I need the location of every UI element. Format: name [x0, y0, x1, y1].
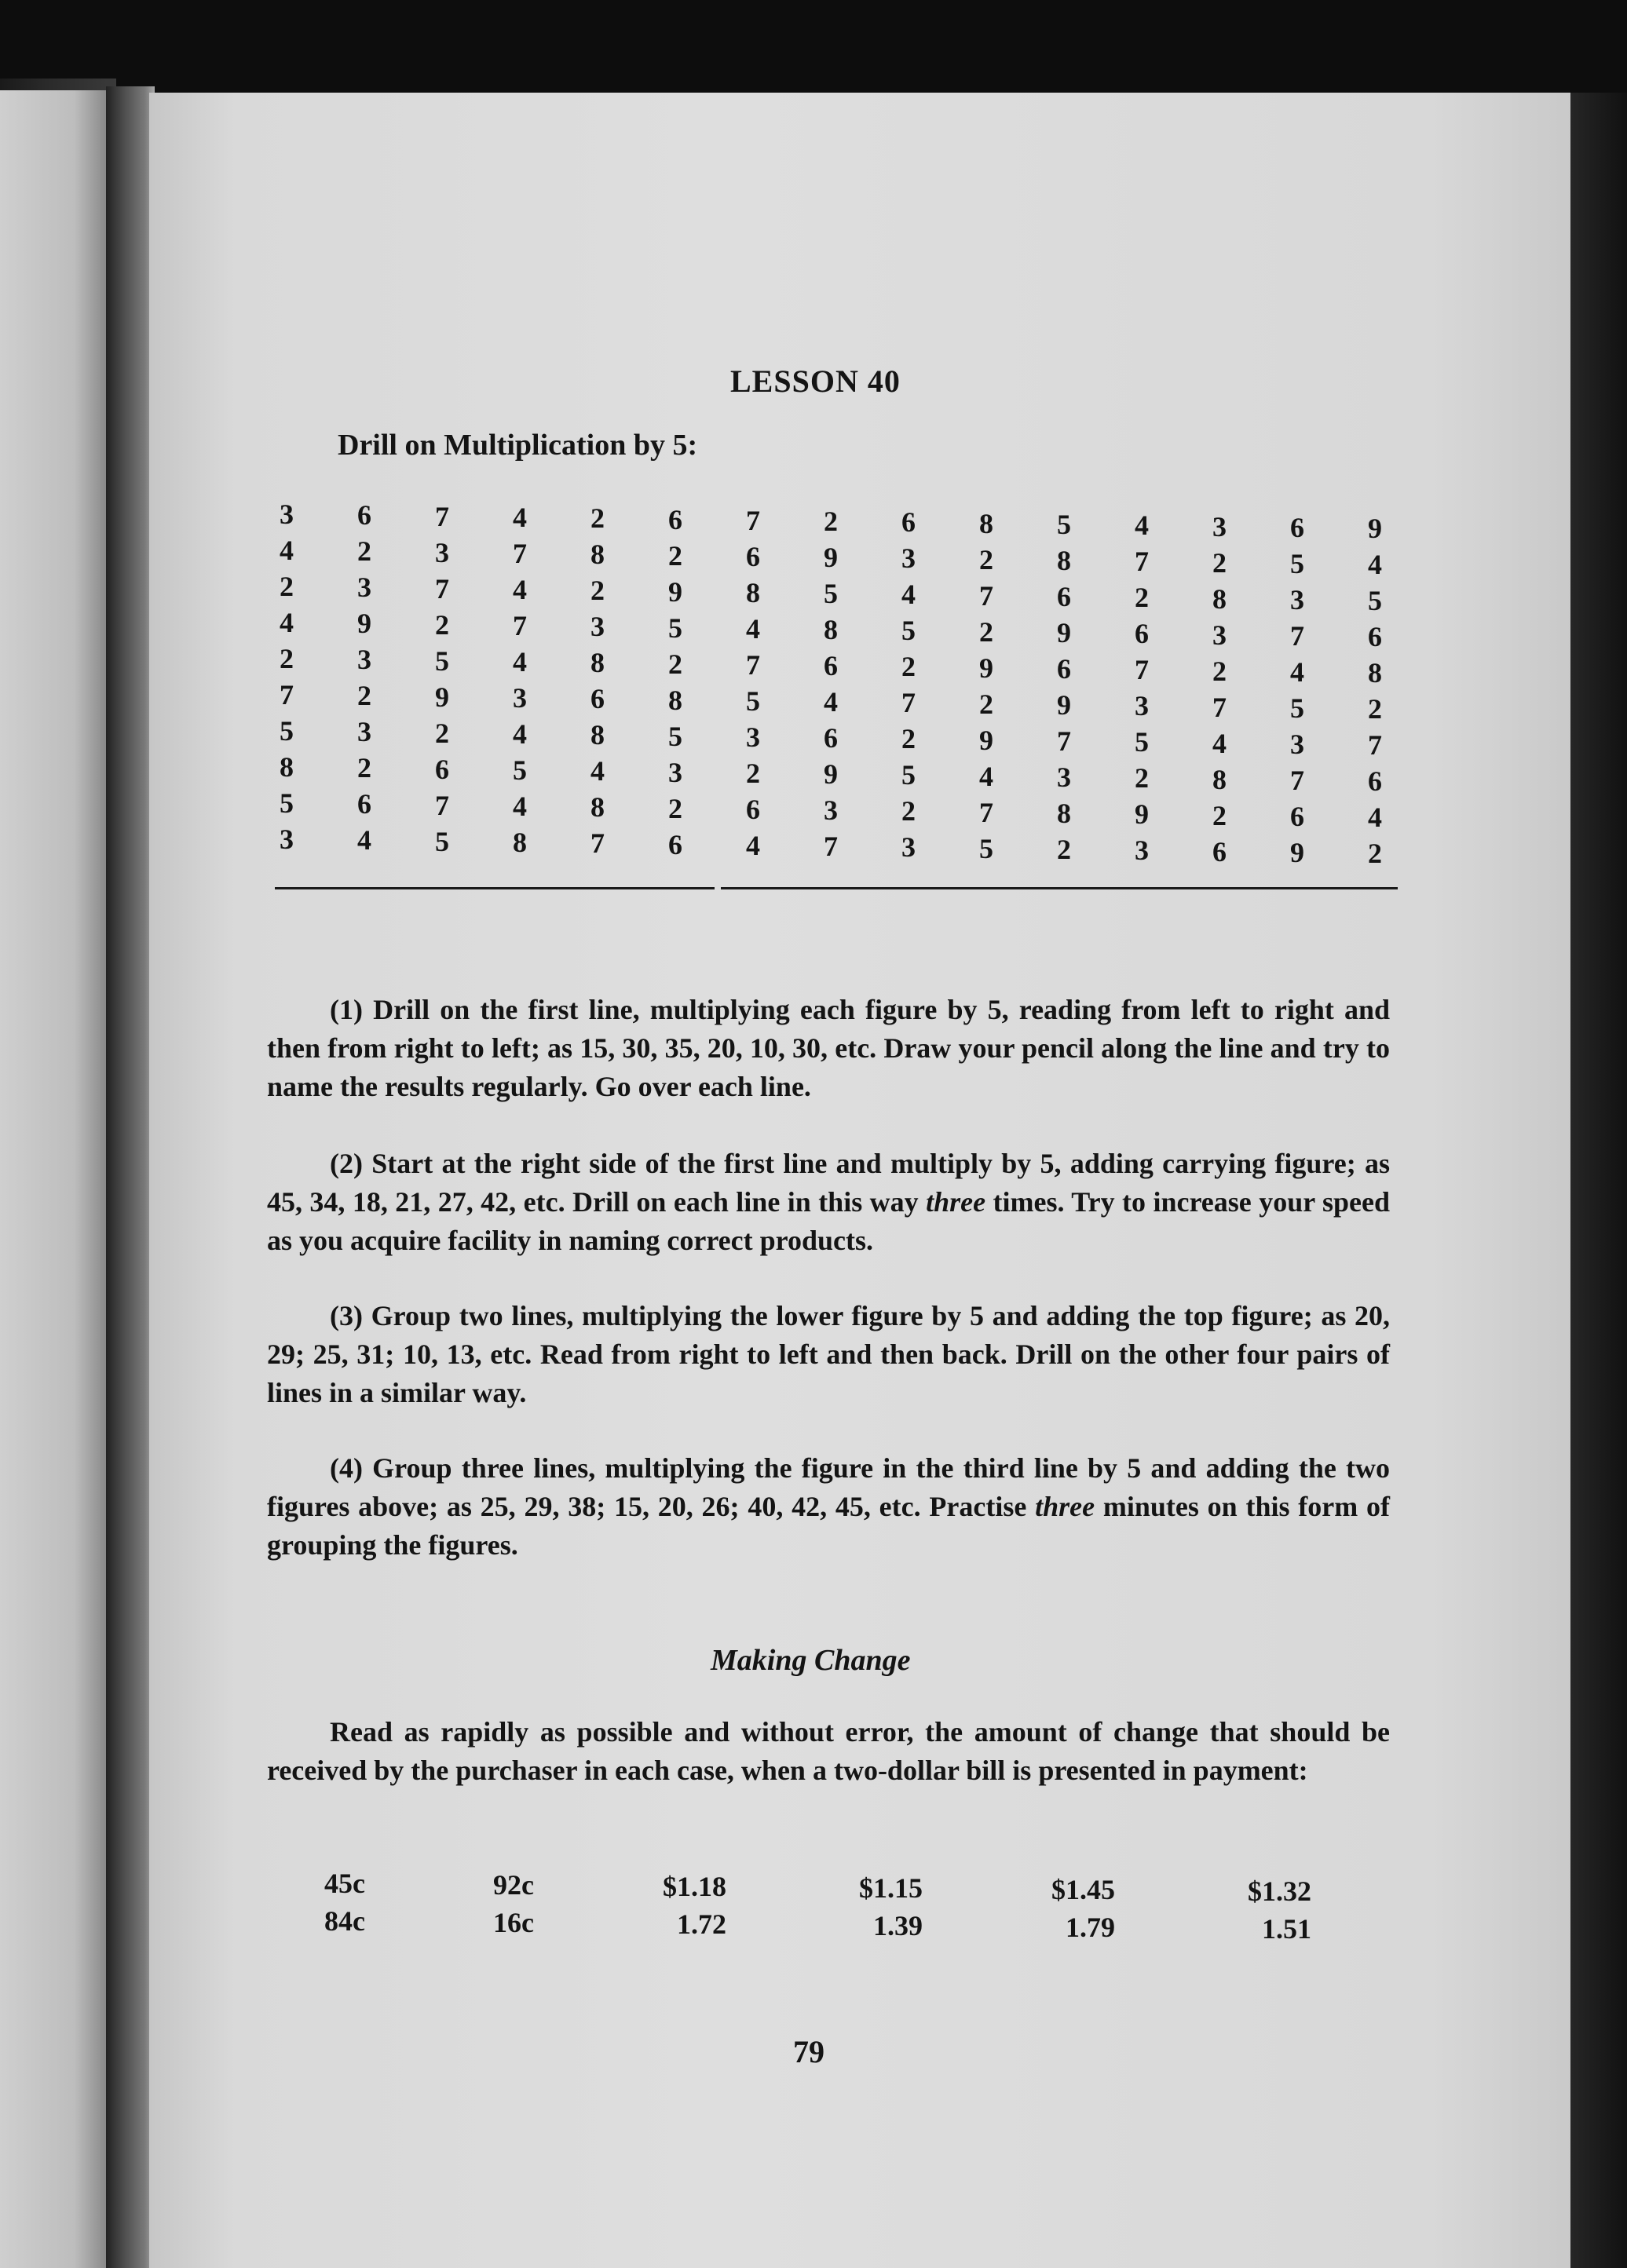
digit: 2 — [1212, 655, 1227, 687]
digit: 6 — [1290, 800, 1304, 832]
digit: 5 — [280, 787, 294, 819]
digit-column — [1044, 506, 1084, 867]
price-amount: $1.45 — [1051, 1874, 1115, 1905]
digit: 2 — [590, 502, 605, 535]
digit: 3 — [590, 611, 605, 643]
digit: 5 — [1290, 692, 1304, 724]
digit: 6 — [357, 499, 371, 531]
digit: 3 — [513, 681, 527, 714]
digit: 8 — [979, 507, 993, 539]
amount-column — [813, 1869, 923, 1945]
digit: 6 — [1057, 581, 1071, 612]
digit: 3 — [901, 831, 916, 864]
digit: 3 — [668, 756, 682, 788]
digit: 8 — [1368, 657, 1382, 689]
digit: 9 — [1368, 513, 1382, 545]
digit: 4 — [513, 645, 527, 677]
digit: 4 — [901, 579, 916, 611]
digit: 4 — [746, 612, 760, 645]
digit: 7 — [979, 796, 993, 828]
digit: 4 — [1212, 727, 1227, 759]
digit: 6 — [824, 650, 838, 682]
digit: 7 — [746, 648, 760, 681]
price-amount: $1.32 — [1248, 1875, 1311, 1907]
digit: 5 — [280, 715, 294, 747]
digit: 8 — [590, 719, 605, 751]
digit: 4 — [1368, 802, 1382, 834]
digit: 5 — [435, 645, 449, 677]
digit: 7 — [979, 579, 993, 612]
drill-heading: Drill on Multiplication by 5: — [338, 429, 698, 462]
digit: 2 — [668, 539, 682, 572]
digit: 4 — [513, 790, 527, 822]
digit: 7 — [1135, 654, 1149, 686]
digit: 7 — [590, 827, 605, 860]
digit: 4 — [513, 501, 527, 533]
instruction-text: Group three lines, multiplying the figure in the third line by 5 and adding the two figures above; as 25, 29, 38; 15, 20, 26; 40, 42, 45, etc. Practise — [267, 1452, 1391, 1522]
digit: 5 — [435, 825, 449, 857]
digit: 2 — [1212, 546, 1227, 579]
digit: 2 — [979, 688, 993, 720]
digit: 5 — [1290, 547, 1304, 579]
digit: 2 — [357, 680, 371, 712]
digit: 4 — [1135, 509, 1149, 542]
digit-column — [733, 502, 773, 864]
digit: 2 — [901, 795, 916, 827]
digit: 7 — [901, 687, 916, 719]
digit: 2 — [746, 757, 760, 789]
price-amount: $1.15 — [859, 1872, 923, 1904]
price-amount: 84c — [324, 1905, 365, 1937]
amount-column — [424, 1866, 534, 1941]
digit: 2 — [1057, 834, 1071, 865]
grid-underline-right — [721, 887, 1398, 889]
digit: 8 — [1057, 798, 1071, 829]
digit: 7 — [513, 537, 527, 569]
digit: 5 — [668, 720, 682, 752]
digit: 5 — [668, 612, 682, 644]
digit: 3 — [1290, 583, 1304, 615]
digit: 4 — [979, 760, 993, 792]
digit: 9 — [1290, 836, 1304, 868]
digit: 9 — [435, 681, 449, 713]
digit-column — [1122, 507, 1161, 868]
digit: 2 — [979, 615, 993, 648]
digit: 8 — [668, 684, 682, 716]
price-amount: $1.18 — [663, 1871, 726, 1902]
digit: 6 — [435, 753, 449, 785]
instruction-text: minutes on this form of grouping the figures. — [267, 1491, 1390, 1561]
digit: 2 — [901, 651, 916, 683]
digit: 5 — [1057, 509, 1071, 540]
digit: 2 — [280, 643, 294, 674]
digit: 6 — [590, 683, 605, 715]
digit: 2 — [1135, 762, 1149, 794]
digit: 2 — [901, 723, 916, 755]
lesson-title: LESSON 40 — [730, 363, 901, 399]
digit: 6 — [746, 793, 760, 825]
digit: 3 — [1135, 835, 1149, 867]
digit-column — [345, 497, 384, 858]
digit: 3 — [280, 824, 294, 855]
digit: 2 — [1368, 693, 1382, 725]
digit: 3 — [357, 716, 371, 748]
digit: 3 — [901, 542, 916, 575]
digit: 3 — [1057, 761, 1071, 793]
digit: 2 — [1212, 799, 1227, 831]
digit: 7 — [435, 572, 449, 604]
digit-column — [422, 499, 462, 860]
instruction-2 — [267, 1145, 1390, 1260]
making-change-instructions: Read as rapidly as possible and without error, the amount of change that should be received by the purchaser in each case, when a two-dollar bill is presented in payment: — [267, 1716, 1390, 1786]
digit: 5 — [746, 685, 760, 717]
digit: 3 — [746, 721, 760, 753]
digit: 5 — [1135, 726, 1149, 758]
digit: 8 — [1212, 583, 1227, 615]
digit: 5 — [901, 615, 916, 647]
digit-column — [1200, 509, 1239, 870]
digit: 2 — [357, 752, 371, 784]
digit: 7 — [1135, 546, 1149, 578]
digit: 3 — [280, 499, 294, 530]
digit-column — [889, 504, 928, 865]
digit: 7 — [280, 679, 294, 710]
price-amount: 1.79 — [1066, 1912, 1115, 1943]
change-amounts — [298, 1864, 1358, 1951]
digit: 5 — [1368, 585, 1382, 617]
digit: 2 — [280, 571, 294, 602]
digit: 9 — [1135, 798, 1149, 831]
digit: 9 — [1057, 689, 1071, 721]
digit: 2 — [435, 717, 449, 749]
digit: 3 — [1135, 690, 1149, 722]
price-amount: 45c — [324, 1868, 365, 1899]
grid-underline-left — [275, 887, 715, 889]
digit: 7 — [746, 504, 760, 536]
digit-column — [967, 506, 1006, 867]
digit: 2 — [824, 506, 838, 538]
digit: 2 — [1368, 838, 1382, 870]
digit: 2 — [435, 608, 449, 641]
digit: 3 — [1212, 510, 1227, 542]
scan-right-shadow — [1570, 93, 1627, 2268]
digit: 3 — [1290, 728, 1304, 760]
digit: 6 — [668, 503, 682, 535]
digit: 8 — [1057, 545, 1071, 576]
digit: 5 — [513, 754, 527, 786]
digit-column — [500, 499, 539, 860]
amount-column — [616, 1868, 726, 1943]
digit-column — [811, 503, 850, 864]
digit-grid — [267, 496, 1398, 904]
price-amount: 16c — [493, 1907, 534, 1938]
instruction-text: Group two lines, multiplying the lower figure by 5 and adding the top figure; as 20, 29; 25, 31; 10, 13, etc. Read from right to left and then back. Drill on the other four pairs of lines in a similar way. — [267, 1300, 1391, 1408]
digit: 8 — [590, 539, 605, 571]
digit: 2 — [668, 792, 682, 824]
digit-column — [267, 496, 306, 857]
amount-column — [255, 1864, 365, 1940]
digit: 4 — [590, 755, 605, 787]
digit: 7 — [1290, 764, 1304, 796]
digit: 2 — [357, 535, 371, 568]
digit: 5 — [824, 578, 838, 610]
digit: 9 — [1057, 617, 1071, 648]
digit: 8 — [1212, 763, 1227, 795]
book-gutter — [106, 86, 155, 2268]
digit: 5 — [901, 759, 916, 791]
digit: 5 — [979, 832, 993, 864]
instruction-number: (3) — [330, 1300, 363, 1331]
instruction-number: (1) — [330, 994, 363, 1025]
digit: 9 — [824, 758, 838, 791]
digit: 3 — [357, 572, 371, 604]
price-amount: 1.39 — [873, 1910, 923, 1941]
digit: 7 — [513, 609, 527, 641]
digit: 6 — [746, 540, 760, 572]
digit: 8 — [590, 647, 605, 679]
digit: 6 — [1290, 511, 1304, 543]
digit: 9 — [824, 542, 838, 574]
section-heading: Making Change — [711, 1644, 911, 1677]
digit: 4 — [1290, 656, 1304, 688]
digit: 7 — [1212, 691, 1227, 723]
digit: 4 — [280, 607, 294, 638]
digit: 8 — [513, 826, 527, 858]
digit: 6 — [1368, 765, 1382, 798]
digit: 4 — [746, 829, 760, 861]
digit: 7 — [824, 831, 838, 863]
instruction-number: (2) — [330, 1148, 363, 1179]
digit: 9 — [979, 652, 993, 684]
digit: 8 — [746, 576, 760, 608]
price-amount: 1.72 — [677, 1908, 726, 1940]
digit: 7 — [435, 789, 449, 821]
facing-page-edge — [0, 90, 106, 2268]
page-number: 79 — [793, 2034, 824, 2069]
digit-column — [578, 500, 617, 861]
digit: 4 — [1368, 549, 1382, 581]
digit: 6 — [901, 506, 916, 539]
digit: 6 — [1212, 835, 1227, 867]
digit: 8 — [590, 791, 605, 824]
digit: 6 — [1057, 653, 1071, 685]
emphasis-word: three — [1035, 1491, 1095, 1522]
digit: 6 — [824, 722, 838, 754]
digit: 2 — [668, 648, 682, 680]
digit: 4 — [513, 718, 527, 750]
digit: 7 — [435, 500, 449, 532]
digit: 6 — [1135, 618, 1149, 650]
digit: 3 — [1212, 619, 1227, 651]
digit: 8 — [280, 751, 294, 783]
digit-column — [1355, 510, 1395, 871]
digit: 2 — [979, 543, 993, 575]
digit: 3 — [824, 794, 838, 827]
digit: 9 — [979, 724, 993, 756]
digit: 4 — [280, 535, 294, 566]
digit: 7 — [1368, 729, 1382, 761]
amount-column — [1005, 1871, 1115, 1946]
instruction-3 — [267, 1297, 1390, 1412]
digit: 8 — [824, 614, 838, 646]
digit: 6 — [357, 788, 371, 820]
digit: 2 — [1135, 582, 1149, 614]
digit: 4 — [824, 686, 838, 718]
digit: 4 — [357, 824, 371, 856]
digit-column — [656, 502, 695, 863]
instruction-text: Start at the right side of the first line and multiply by 5, adding carrying figure; as 45, 34, 18, 21, 27, 42, etc. Drill on each line in this way — [267, 1148, 1390, 1218]
digit: 4 — [513, 573, 527, 605]
instruction-text: Drill on the first line, multiplying each figure by 5, reading from left to right and then from right to left; as 15, 30, 35, 20, 10, 30, etc. Draw your pencil along the line and try to name the results regularly. Go over each line. — [267, 994, 1391, 1102]
digit: 6 — [668, 828, 682, 860]
digit-column — [1278, 509, 1317, 871]
instruction-1 — [267, 991, 1390, 1106]
digit: 9 — [668, 575, 682, 608]
digit: 9 — [357, 608, 371, 640]
emphasis-word: three — [926, 1186, 986, 1218]
digit: 6 — [1368, 621, 1382, 653]
digit: 7 — [1057, 725, 1071, 757]
digit: 3 — [435, 536, 449, 568]
amount-column — [1201, 1872, 1311, 1948]
digit: 7 — [1290, 619, 1304, 652]
digit: 2 — [590, 575, 605, 607]
instruction-4 — [267, 1449, 1390, 1565]
price-amount: 92c — [493, 1869, 534, 1901]
instruction-text: times. Try to increase your speed as you acquire facility in naming correct products. — [267, 1186, 1390, 1256]
digit: 3 — [357, 644, 371, 676]
price-amount: 1.51 — [1262, 1913, 1311, 1945]
instruction-number: (4) — [330, 1452, 363, 1484]
